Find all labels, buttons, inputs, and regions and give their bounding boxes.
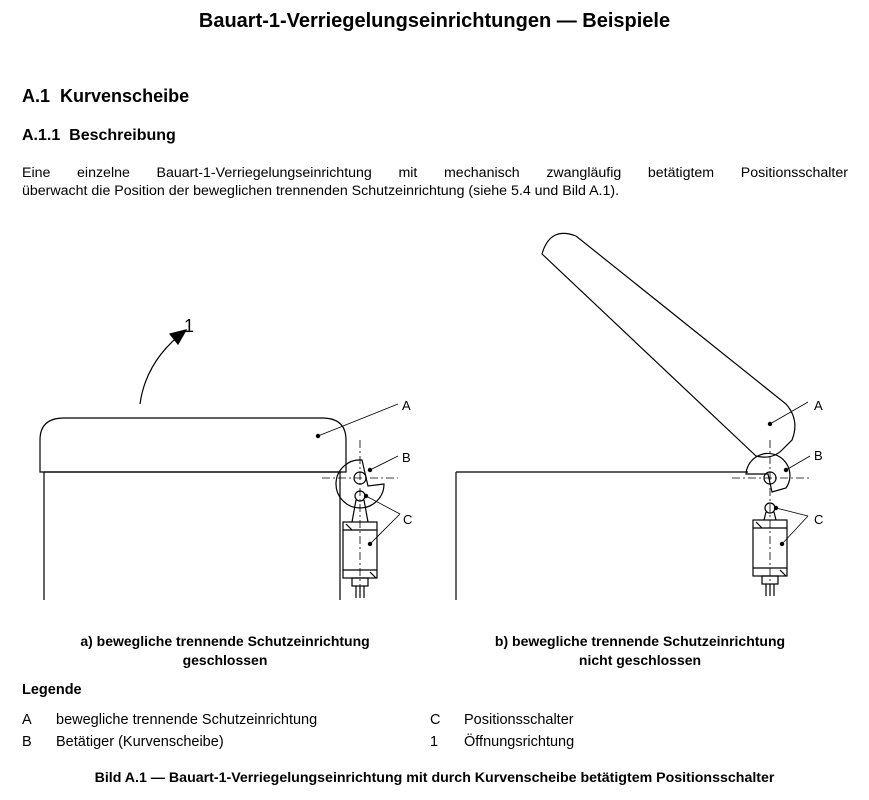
guard-b-open [542, 233, 795, 457]
caption-a-line: a) bewegliche trennende Schutzeinrichtung [80, 633, 370, 649]
machine-body-a [44, 472, 340, 600]
machine-body-b [456, 472, 748, 600]
leader-b-c [776, 508, 808, 544]
label-one-a: 1 [184, 316, 195, 336]
paragraph-line: überwacht die Position der beweglichen trennenden Schutzeinrichtung (siehe 5.4 und Bild A.1). [22, 183, 620, 199]
caption-b-line: b) bewegliche trennende Schutzeinrichtung [494, 633, 786, 649]
caption-panel-b [440, 632, 840, 670]
centerlines-a [322, 440, 398, 590]
paragraph-line: Eine einzelne Bauart-1-Verriegelungseinrichtung mit mechanisch zwangläufig betätigtem Positionsschalter [22, 165, 848, 181]
leader-b-b [786, 456, 810, 470]
label-b-panel-a: B [402, 450, 411, 465]
legend-key: 1 [430, 734, 439, 750]
guard-a-closed [40, 418, 346, 472]
caption-b-line: nicht geschlossen [578, 652, 702, 668]
legend-key: A [22, 712, 32, 728]
section-title: Kurvenscheibe [60, 86, 190, 106]
legend-key: C [430, 712, 441, 728]
subsection-heading [22, 127, 176, 145]
legend-title: Legende [22, 682, 82, 698]
leader-b-a [770, 402, 808, 424]
section-number: A.1 [22, 86, 51, 106]
caption-a-line: geschlossen [182, 652, 268, 668]
description-paragraph [22, 164, 848, 200]
legend-text: Öffnungsrichtung [464, 734, 575, 750]
label-c-panel-a: C [403, 512, 413, 527]
subsection-number: A.1.1 [22, 127, 61, 144]
label-a-panel-a: A [402, 398, 411, 413]
legend-key: B [22, 734, 32, 750]
label-b-panel-b: B [814, 448, 823, 463]
figure-caption: Bild A.1 — Bauart-1-Verriegelungseinrichtung mit durch Kurvenscheibe betätigtem Positionsschalter [94, 770, 775, 786]
legend-text: Betätiger (Kurvenscheibe) [56, 734, 224, 750]
leader-a-b [370, 456, 398, 470]
label-a-panel-b: A [814, 398, 823, 413]
leader-a-c [366, 496, 400, 544]
leader-a-a [318, 404, 398, 436]
caption-panel-a [25, 632, 425, 670]
panel-a [40, 316, 412, 600]
panel-b [456, 233, 823, 600]
switch-pins-a [356, 586, 364, 598]
subsection-title: Beschreibung [69, 127, 176, 144]
legend-text: Positionsschalter [464, 712, 574, 728]
page-title: Bauart-1-Verriegelungseinrichtungen — Beispiele [198, 10, 671, 32]
switch-pins-b [766, 584, 774, 596]
label-c-panel-b: C [814, 512, 824, 527]
section-heading [22, 86, 189, 107]
legend-text: bewegliche trennende Schutzeinrichtung [56, 712, 318, 728]
figure-illustration [0, 200, 869, 630]
